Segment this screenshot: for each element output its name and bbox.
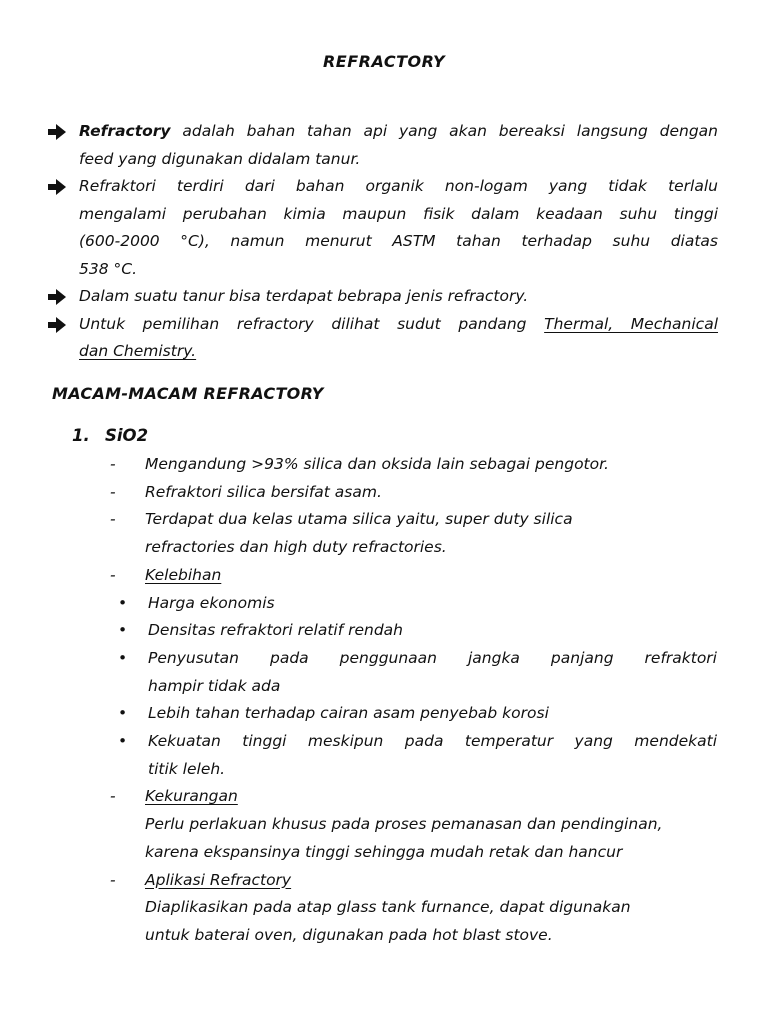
kekurangan-label: Kekurangan — [145, 787, 238, 806]
page-title: REFRACTORY — [322, 52, 446, 71]
section-title: MACAM-MACAM REFRACTORY — [52, 384, 324, 403]
aplikasi-label: Aplikasi Refractory — [145, 870, 292, 889]
bullet-item: • Kekuatan tinggi meskipun pada temperatur yang mendekati titik leleh. — [118, 732, 717, 778]
kekurangan-item: - Kekurangan Perlu perlakuan khusus pada proses pemanasan dan pendinginan, karena ekspansinya tinggi sehingga mudah retak dan hancur — [110, 787, 663, 861]
aplikasi-item: - Aplikasi Refractory Diaplikasikan pada atap glass tank furnance, dapat digunakan untuk baterai oven, digunakan pada hot blast stove. — [110, 870, 631, 944]
dash-item: - Mengandung >93% silica dan oksida lain sebagai pengotor. — [110, 455, 609, 473]
numbered-heading: 1. SiO2 — [72, 426, 149, 445]
intro-list — [48, 118, 718, 366]
bullet-item: • Lebih tahan terhadap cairan asam penyebab korosi — [118, 704, 549, 723]
bullet-item: • Densitas refraktori relatif rendah — [118, 621, 404, 640]
refractory-term: Refractory — [79, 122, 171, 140]
arrow-right-icon — [48, 317, 66, 333]
arrow-right-icon — [48, 179, 66, 195]
kelebihan-list — [110, 590, 717, 784]
bullet-item: • Harga ekonomis — [118, 593, 275, 612]
sio2-details — [110, 451, 717, 950]
intro-item-1: Refractory adalah bahan tahan api yang akan bereaksi langsung dengan feed yang digunakan didalam tanur. — [48, 118, 718, 173]
intro-item-3: Dalam suatu tanur bisa terdapat bebrapa jenis refractory. — [48, 283, 718, 311]
arrow-right-icon — [48, 124, 66, 140]
bullet-item: • Penyusutan pada penggunaan jangka panjang refraktori hampir tidak ada — [118, 648, 717, 695]
kelebihan-item: - Kelebihan — [110, 565, 222, 584]
dash-item: - Refraktori silica bersifat asam. — [110, 482, 382, 501]
intro-item-4: Untuk pemilihan refractory dilihat sudut pandang Thermal, Mechanical dan Chemistry. — [48, 311, 718, 366]
kelebihan-label: Kelebihan — [145, 565, 222, 584]
arrow-right-icon — [48, 289, 66, 305]
intro-item-2: Refraktori terdiri dari bahan organik non-logam yang tidak terlalu mengalami perubahan kimia maupun fisik dalam keadaan suhu tinggi (600-2000 °C), namun menurut ASTM tahan terhadap suhu diatas 538 °C. — [48, 173, 718, 283]
dash-item: - Terdapat dua kelas utama silica yaitu, super duty silica refractories dan high duty refractories. — [110, 510, 573, 557]
